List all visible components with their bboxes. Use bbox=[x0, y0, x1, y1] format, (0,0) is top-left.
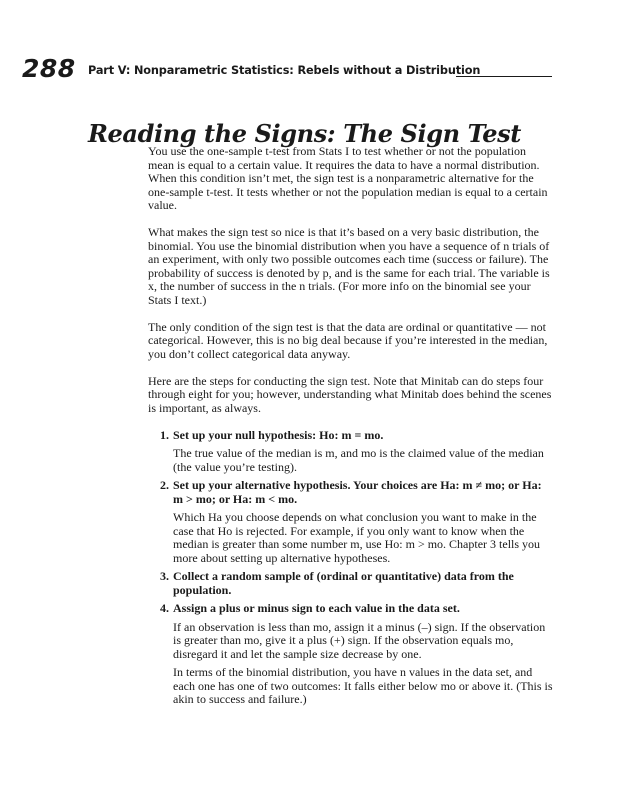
step-heading: Collect a random sample of (ordinal or quantitative) data from the population. bbox=[173, 569, 514, 597]
step-paragraph: In terms of the binomial distribution, you have n values in the data set, and each one has one of two outcomes: It falls either below mo or above it. (This is akin to success and failure.) bbox=[173, 665, 553, 706]
step-heading: Set up your alternative hypothesis. Your choices are Ha: m ≠ mo; or Ha: m > mo; or Ha: m < mo. bbox=[173, 478, 542, 506]
page-header bbox=[22, 56, 552, 82]
step-number: 1. bbox=[160, 427, 169, 442]
step-number: 4. bbox=[160, 601, 169, 615]
paragraph-binomial: What makes the sign test so nice is that it’s based on a very basic distribution, the binomial. You use the binomial distribution when you have a sequence of n trials of an experiment, with only two possible outcomes each time (success or failure). The probability of success is denoted by p, and is the same for each trial. The variable is x, the number of success in the n trials. (For more info on the binomial see your Stats I text.) bbox=[148, 225, 550, 307]
running-head: Part V: Nonparametric Statistics: Rebels without a Distribution bbox=[88, 64, 481, 77]
paragraph-steps-intro: Here are the steps for conducting the sign test. Note that Minitab can do steps four through eight for you; however, understanding what Minitab does behind the scenes is important, as always. bbox=[148, 373, 552, 415]
step-paragraph: If an observation is less than mo, assign it a minus (–) sign. If the observation is greater than mo, give it a plus (+) sign. If the observation equals mo, disregard it and let the sample size decrease by one. bbox=[173, 619, 546, 661]
step-paragraph: Which Ha you choose depends on what conclusion you want to make in the case that Ho is rejected. For example, if you only want to know when the median is greater than some number m, use Ho: m > mo. Chapter 3 tells you more about setting up alternative hypotheses. bbox=[173, 510, 541, 565]
section-title: Reading the Signs: The Sign Test bbox=[88, 119, 521, 149]
step-item bbox=[148, 570, 554, 597]
steps-list bbox=[148, 429, 554, 707]
header-rule bbox=[456, 76, 552, 77]
step-number: 2. bbox=[160, 478, 169, 492]
step-item bbox=[148, 602, 554, 707]
paragraph-one-sample-t-test: You use the one-sample t-test from Stats I to test whether or not the population mean is equal to a certain value. It requires the data to have a normal distribution. When this condition isn’t met, the sign test is a nonparametric alternative for the one-sample t-test. It tests whether or not the population median is equal to a certain value. bbox=[148, 144, 548, 212]
paragraph-condition: The only condition of the sign test is that the data are ordinal or quantitative — not categorical. However, this is no big deal because if you’re interested in the median, you don’t collect categorical data anyway. bbox=[148, 319, 548, 361]
step-number: 3. bbox=[160, 569, 169, 583]
step-heading: Assign a plus or minus sign to each value in the data set. bbox=[173, 601, 460, 615]
page-number: 288 bbox=[22, 54, 76, 83]
step-item bbox=[148, 429, 554, 475]
step-paragraph: The true value of the median is m, and mo is the claimed value of the median (the value you’re testing). bbox=[173, 446, 544, 474]
body-text bbox=[148, 145, 554, 712]
step-item bbox=[148, 479, 554, 565]
step-heading: Set up your null hypothesis: Ho: m = mo. bbox=[173, 427, 384, 442]
